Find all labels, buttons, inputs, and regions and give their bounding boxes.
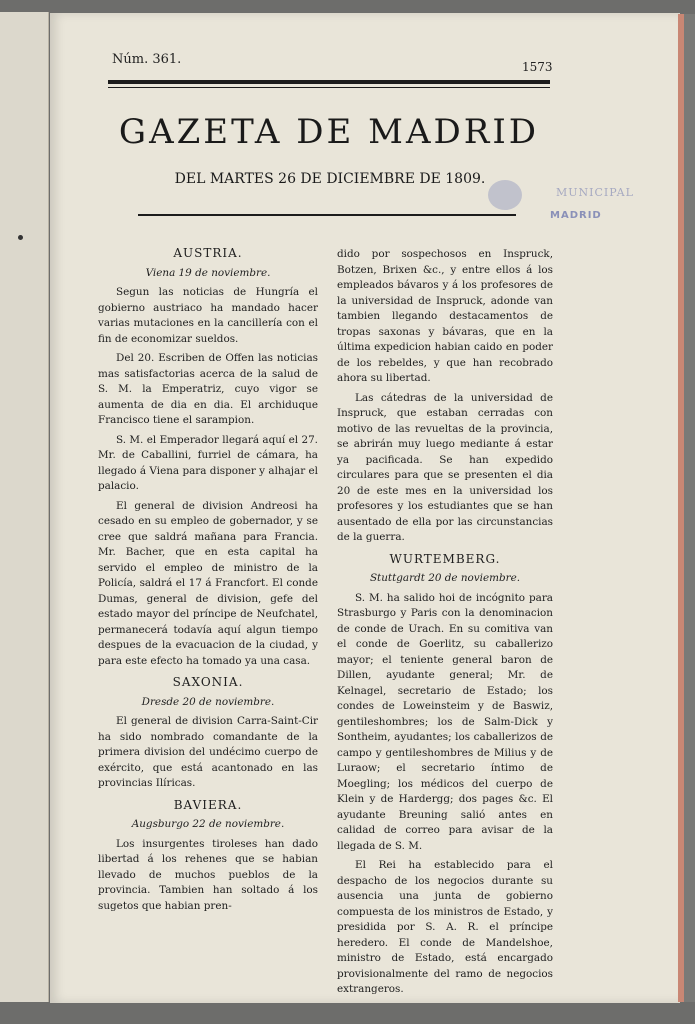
page-number: 1573 [522,60,553,74]
issue-number: Núm. 361. [112,52,182,67]
header-rule-thin [108,87,550,88]
paragraph: S. M. el Emperador llegará aquí el 27. Mr. de Caballini, furriel de cámara, ha llegado á Viena para disponer y alhajar el palacio. [98,433,318,492]
title-rule [138,214,516,216]
paragraph: S. M. ha salido hoi de incógnito para Strasburgo y Paris con la denominacion de conde de Urach. En su comitiva van el conde de Goerlitz, su caballerizo mayor; el teniente general baron de Dillen, ayudante general; Mr. de Kelnagel, secretario de Estado; los condes de Loweinsteim y de Baswiz, gentileshombres; los de Salm-Dick y Sontheim, ayudantes; los caballerizos de campo y gentileshombres de Milius y de Luraow; el secretario íntimo de Moegling; los médicos del cuerpo de Klein y de Hardergg; dos pages &c. El ayudante Breuning salió antes en calidad de correo para avisar de la llegada de S. M. [337,591,553,852]
dateline-stuttgardt: Stuttgardt 20 de noviembre. [369,572,521,584]
ink-dot [18,235,23,240]
library-stamp [488,180,634,230]
seal-icon [488,180,522,210]
paragraph: Las cátedras de la universidad de Inspruck, que estaban cerradas con motivo de las revueltas de la provincia, se abrirán muy luego mediante á estar ya pacificada. Se han expedido circulares para que se presenten el dia 20 de este mes en la universidad los profesores y los estudiantes que se han ausentado de ella por las circunstancias de la guerra. [337,391,553,543]
paragraph: Los insurgentes tiroleses han dado libertad á los rehenes que se habian llevado de muchos pueblos de la provincia. Tambien han soltado á los sugetos que habian pren- [98,837,318,912]
stamp-top-text: MUNICIPAL [556,186,634,199]
dateline-dresde: Dresde 20 de noviembre. [141,695,275,708]
section-heading-austria: AUSTRIA. [173,246,243,260]
paragraph: El general de division Carra-Saint-Cir ha sido nombrado comandante de la primera division del undécimo cuerpo de exército, que está acantonado en las provincias Ilíricas. [98,715,318,789]
stamp-bottom-text: MADRID [550,210,602,221]
paragraph: El Rei ha establecido para el despacho de los negocios durante su ausencia una junta de gobierno compuesta de los ministros de Estado, y presidida por S. A. R. el príncipe heredero. El conde de Mandelshoe, ministro de Estado, está encargado provisionalmente del ramo de negocios extrangeros. [337,859,553,995]
dateline-viena: Viena 19 de noviembre. [145,266,271,279]
paragraph: El general de division Andreosi ha cesado en su empleo de gobernador, y se cree que saldrá mañana para Francia. Mr. Bacher, que en esta capital ha servido el empleo de ministro de la Policía, saldrá el 17 á Francfort. El conde Dumas, general de division, gefe del estado mayor del príncipe de Neufchatel, permanecerá todavía aquí algun tiempo despues de la evacuacion de la ciudad, y para este efecto ha tomado ya una casa. [98,499,318,667]
paragraph: Segun las noticias de Hungría el gobierno austriaco ha mandado hacer varias mutaciones en la cancillería con el fin de economizar sueldos. [98,286,318,345]
section-heading-baviera: BAVIERA. [173,797,243,812]
newspaper-title: GAZETA DE MADRID [118,112,540,152]
right-column [337,247,553,1002]
scan-border [684,14,695,1002]
section-heading-saxonia: SAXONIA. [172,675,244,689]
date-line: DEL MARTES 26 DE DICIEMBRE DE 1809. [174,171,486,187]
header-rule [108,80,550,84]
facing-page-edge [0,12,49,1002]
dateline-augsburgo: Augsburgo 22 de noviembre. [131,818,285,830]
paragraph: Del 20. Escriben de Offen las noticias mas satisfactorias acerca de la salud de S. M. la Emperatriz, cuyo vigor se aumenta de dia en dia. El archiduque Francisco tiene el sarampion. [98,352,318,426]
section-heading-wurtemberg: WURTEMBERG. [389,551,501,566]
left-column [98,240,318,918]
paragraph-continuation: dido por sospechosos en Inspruck, Botzen, Brixen &c., y entre ellos á los empleados bávaros y á los profesores de la universidad de Inspruck, adonde van tambien llegando destacamentos de tropas saxonas y bávaras, que en la última expedicion habian caido en poder de los rebeldes, y que han recobrado ahora su libertad. [337,248,553,384]
